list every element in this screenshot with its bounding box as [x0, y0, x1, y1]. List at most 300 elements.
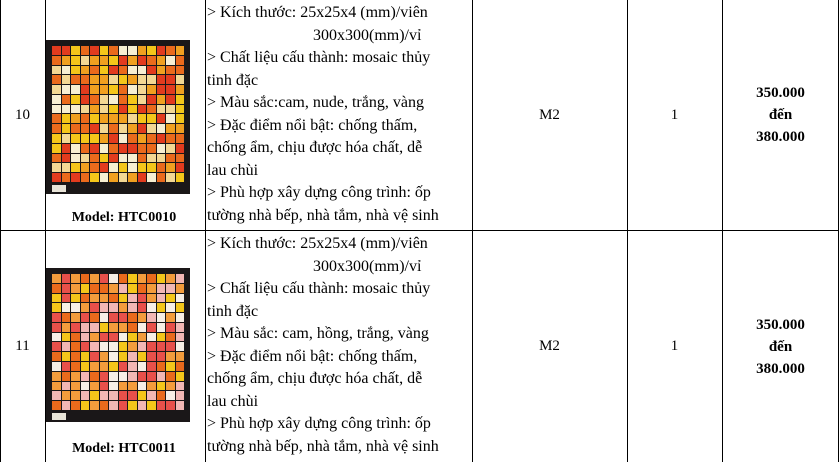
- mosaic-chip: [147, 95, 156, 104]
- mosaic-chip: [90, 154, 99, 163]
- mosaic-chip: [62, 134, 71, 143]
- mosaic-chip: [166, 144, 175, 153]
- mosaic-chip: [128, 401, 137, 410]
- mosaic-tile-image: [46, 40, 190, 194]
- mosaic-chip: [128, 66, 137, 75]
- column-divider: [205, 0, 206, 462]
- mosaic-chip: [157, 401, 166, 410]
- mosaic-chip: [119, 294, 128, 303]
- mosaic-chip: [62, 105, 71, 114]
- mosaic-chip: [147, 401, 156, 410]
- mosaic-chip: [147, 105, 156, 114]
- mosaic-chip: [62, 85, 71, 94]
- column-divider: [722, 0, 723, 462]
- mosaic-chip: [71, 362, 80, 371]
- mosaic-chip: [166, 66, 175, 75]
- mosaic-chip: [90, 284, 99, 293]
- mosaic-chip: [90, 105, 99, 114]
- mosaic-chip: [100, 303, 109, 312]
- mosaic-chip: [109, 46, 118, 55]
- mosaic-chip: [62, 352, 71, 361]
- mosaic-chip: [71, 333, 80, 342]
- mosaic-chip: [100, 294, 109, 303]
- mosaic-chip: [147, 124, 156, 133]
- mosaic-chip: [128, 114, 137, 123]
- mosaic-chip: [52, 46, 61, 55]
- mosaic-chip: [166, 342, 175, 351]
- row-number: 10: [15, 106, 30, 123]
- mosaic-chip: [147, 294, 156, 303]
- mosaic-chip: [109, 85, 118, 94]
- product-description: > Kích thước: 25x25x4 (mm)/viên 300x300(mm)/vỉ > Chất liệu cấu thành: mosaic thủy tinh đặc > Màu sắc:cam, nude, trắng, vàng > Đặc điểm nổi bật: chống thấm, chống ẩm, chịu được hóa chất, dễ lau chùi > Phù hợp xây dựng công trình: ốp tường nhà bếp, nhà tắm, nhà vệ sinh: [207, 4, 439, 224]
- mosaic-chip: [166, 124, 175, 133]
- mosaic-chip: [81, 382, 90, 391]
- mosaic-chip: [147, 323, 156, 332]
- mosaic-tile-image: [46, 268, 190, 422]
- mosaic-chip: [109, 323, 118, 332]
- mosaic-chip: [109, 352, 118, 361]
- mosaic-chip: [52, 154, 61, 163]
- mosaic-chip: [109, 372, 118, 381]
- model-label: Model: HTC0011: [72, 441, 176, 456]
- mosaic-chip: [90, 46, 99, 55]
- mosaic-chip: [52, 303, 61, 312]
- mosaic-chip: [71, 401, 80, 410]
- mosaic-chip: [119, 274, 128, 283]
- mosaic-chip: [71, 105, 80, 114]
- column-divider: [627, 0, 628, 462]
- mosaic-chip: [157, 391, 166, 400]
- mosaic-chip: [166, 333, 175, 342]
- mosaic-chip: [100, 333, 109, 342]
- mosaic-chip: [157, 382, 166, 391]
- mosaic-chip: [176, 362, 185, 371]
- mosaic-chip: [71, 134, 80, 143]
- mosaic-chip: [81, 163, 90, 172]
- mosaic-chip: [176, 105, 185, 114]
- mosaic-chip: [109, 105, 118, 114]
- price-cell: 350.000 đến 380.000: [756, 316, 805, 377]
- mosaic-chip: [52, 333, 61, 342]
- mosaic-chip: [100, 144, 109, 153]
- mosaic-chip: [176, 154, 185, 163]
- mosaic-chip: [176, 274, 185, 283]
- mosaic-chip: [90, 163, 99, 172]
- mosaic-chip: [147, 274, 156, 283]
- mosaic-chip: [109, 154, 118, 163]
- mosaic-chip: [52, 391, 61, 400]
- mosaic-chip: [90, 124, 99, 133]
- mosaic-chip: [71, 75, 80, 84]
- mosaic-chip: [157, 75, 166, 84]
- mosaic-chip: [90, 342, 99, 351]
- mosaic-chip: [52, 66, 61, 75]
- mosaic-chip: [157, 352, 166, 361]
- mosaic-chip: [71, 95, 80, 104]
- mosaic-chip: [90, 144, 99, 153]
- mosaic-chip: [52, 163, 61, 172]
- mosaic-chip: [109, 114, 118, 123]
- mosaic-chip: [157, 313, 166, 322]
- mosaic-chip: [147, 46, 156, 55]
- mosaic-chip: [147, 173, 156, 182]
- mosaic-chip: [138, 303, 147, 312]
- mosaic-chip: [128, 352, 137, 361]
- mosaic-chip: [166, 75, 175, 84]
- mosaic-chip: [62, 274, 71, 283]
- row-divider: [0, 230, 839, 231]
- price-cell: 350.000 đến 380.000: [756, 85, 805, 145]
- mosaic-chip: [166, 362, 175, 371]
- mosaic-chip: [71, 163, 80, 172]
- mosaic-chip: [176, 333, 185, 342]
- mosaic-chip: [109, 134, 118, 143]
- mosaic-chip: [128, 173, 137, 182]
- mosaic-chip: [71, 124, 80, 133]
- mosaic-chip: [128, 105, 137, 114]
- mosaic-chip: [128, 134, 137, 143]
- mosaic-chip: [176, 114, 185, 123]
- mosaic-chip: [119, 56, 128, 65]
- mosaic-chip: [100, 173, 109, 182]
- mosaic-chip: [100, 342, 109, 351]
- mosaic-chip: [119, 342, 128, 351]
- mosaic-chip: [176, 95, 185, 104]
- mosaic-chip: [176, 85, 185, 94]
- mosaic-chip: [119, 401, 128, 410]
- mosaic-chip: [90, 134, 99, 143]
- mosaic-chip: [52, 134, 61, 143]
- mosaic-chip: [147, 313, 156, 322]
- mosaic-chip: [176, 352, 185, 361]
- mosaic-chip: [81, 401, 90, 410]
- mosaic-chip: [71, 313, 80, 322]
- mosaic-chip: [138, 124, 147, 133]
- mosaic-chip: [166, 294, 175, 303]
- mosaic-chip: [166, 154, 175, 163]
- mosaic-chip: [62, 284, 71, 293]
- mosaic-chip: [62, 313, 71, 322]
- mosaic-chip: [147, 75, 156, 84]
- mosaic-chip: [176, 173, 185, 182]
- mosaic-chip: [147, 342, 156, 351]
- mosaic-chip: [128, 372, 137, 381]
- mosaic-chip: [138, 294, 147, 303]
- mosaic-chip: [119, 66, 128, 75]
- mosaic-chip: [157, 144, 166, 153]
- mosaic-chip: [90, 173, 99, 182]
- mosaic-chip: [81, 303, 90, 312]
- mosaic-chip: [109, 342, 118, 351]
- table-row: [0, 0, 839, 230]
- mosaic-chip: [166, 303, 175, 312]
- mosaic-chip: [138, 154, 147, 163]
- mosaic-chip: [81, 372, 90, 381]
- mosaic-chip: [109, 66, 118, 75]
- mosaic-chip: [100, 154, 109, 163]
- mosaic-chip: [157, 134, 166, 143]
- mosaic-chip: [71, 323, 80, 332]
- mosaic-chip: [62, 95, 71, 104]
- mosaic-chip: [62, 46, 71, 55]
- label-sticker: [52, 185, 66, 192]
- mosaic-chip: [100, 362, 109, 371]
- mosaic-chip: [176, 313, 185, 322]
- mosaic-chip: [52, 382, 61, 391]
- mosaic-chip: [119, 85, 128, 94]
- mosaic-chip: [100, 323, 109, 332]
- mosaic-chip: [119, 163, 128, 172]
- mosaic-chip: [81, 154, 90, 163]
- mosaic-chip: [52, 274, 61, 283]
- mosaic-chip: [128, 323, 137, 332]
- mosaic-chip: [157, 56, 166, 65]
- mosaic-chip: [147, 144, 156, 153]
- mosaic-chip: [100, 95, 109, 104]
- mosaic-chip: [157, 303, 166, 312]
- mosaic-chip: [62, 144, 71, 153]
- mosaic-chip: [81, 75, 90, 84]
- mosaic-chip: [147, 362, 156, 371]
- mosaic-chip: [138, 382, 147, 391]
- mosaic-chip: [119, 134, 128, 143]
- mosaic-chip: [128, 163, 137, 172]
- mosaic-chip: [81, 323, 90, 332]
- mosaic-chip: [100, 66, 109, 75]
- mosaic-chip: [157, 95, 166, 104]
- mosaic-chip: [109, 401, 118, 410]
- mosaic-chip: [90, 66, 99, 75]
- label-sticker: [52, 413, 66, 420]
- mosaic-chip: [52, 294, 61, 303]
- mosaic-chip: [100, 56, 109, 65]
- mosaic-chip: [52, 173, 61, 182]
- mosaic-chip: [138, 323, 147, 332]
- mosaic-chip: [147, 114, 156, 123]
- mosaic-chip: [81, 95, 90, 104]
- mosaic-chip: [71, 352, 80, 361]
- mosaic-chip: [147, 154, 156, 163]
- mosaic-chip: [100, 274, 109, 283]
- mosaic-chip: [71, 85, 80, 94]
- mosaic-chip: [138, 46, 147, 55]
- mosaic-chip: [100, 134, 109, 143]
- mosaic-chip: [71, 372, 80, 381]
- mosaic-chip: [90, 323, 99, 332]
- mosaic-chip: [81, 134, 90, 143]
- mosaic-chip: [71, 66, 80, 75]
- table-row: [0, 231, 839, 462]
- mosaic-chip: [100, 124, 109, 133]
- mosaic-chip: [109, 333, 118, 342]
- mosaic-chip: [138, 342, 147, 351]
- mosaic-chip: [81, 333, 90, 342]
- mosaic-chip: [128, 303, 137, 312]
- mosaic-chip: [81, 85, 90, 94]
- mosaic-chip: [157, 323, 166, 332]
- mosaic-chip: [109, 144, 118, 153]
- mosaic-chip: [138, 85, 147, 94]
- mosaic-chip: [138, 284, 147, 293]
- mosaic-chip: [166, 56, 175, 65]
- mosaic-chip: [119, 46, 128, 55]
- mosaic-chip: [62, 114, 71, 123]
- mosaic-chip: [109, 173, 118, 182]
- mosaic-chip: [71, 391, 80, 400]
- mosaic-chip: [62, 362, 71, 371]
- mosaic-chip: [62, 303, 71, 312]
- mosaic-chip: [119, 173, 128, 182]
- mosaic-chip: [71, 342, 80, 351]
- mosaic-chip: [90, 114, 99, 123]
- mosaic-chip: [119, 75, 128, 84]
- mosaic-chip: [138, 66, 147, 75]
- mosaic-chip: [128, 294, 137, 303]
- mosaic-chip: [109, 124, 118, 133]
- mosaic-chip: [138, 144, 147, 153]
- mosaic-chip: [147, 352, 156, 361]
- mosaic-chip: [128, 313, 137, 322]
- mosaic-chip: [176, 303, 185, 312]
- mosaic-chip: [71, 46, 80, 55]
- mosaic-chip: [119, 362, 128, 371]
- mosaic-chip: [81, 173, 90, 182]
- mosaic-chip: [138, 163, 147, 172]
- mosaic-chip: [100, 352, 109, 361]
- mosaic-chip: [81, 66, 90, 75]
- mosaic-chip: [176, 144, 185, 153]
- mosaic-chip: [157, 372, 166, 381]
- mosaic-chip: [109, 294, 118, 303]
- mosaic-chip: [71, 274, 80, 283]
- row-number: 11: [15, 338, 30, 354]
- mosaic-chip: [71, 303, 80, 312]
- mosaic-chip: [176, 46, 185, 55]
- mosaic-chip: [138, 352, 147, 361]
- mosaic-chip: [109, 163, 118, 172]
- mosaic-chip: [157, 124, 166, 133]
- mosaic-chip: [71, 56, 80, 65]
- mosaic-chip: [128, 382, 137, 391]
- mosaic-chip: [128, 85, 137, 94]
- mosaic-chip: [119, 154, 128, 163]
- mosaic-chip: [147, 391, 156, 400]
- mosaic-chip: [90, 352, 99, 361]
- unit-cell: M2: [539, 106, 560, 123]
- mosaic-chip: [81, 284, 90, 293]
- mosaic-chip: [157, 284, 166, 293]
- mosaic-chip: [147, 333, 156, 342]
- mosaic-chip: [176, 56, 185, 65]
- mosaic-chip: [176, 372, 185, 381]
- mosaic-chip: [62, 154, 71, 163]
- mosaic-chip: [90, 313, 99, 322]
- mosaic-chip: [52, 85, 61, 94]
- column-divider: [472, 0, 473, 462]
- column-divider: [0, 0, 1, 462]
- mosaic-chip: [157, 154, 166, 163]
- mosaic-chip: [147, 163, 156, 172]
- mosaic-chip: [166, 391, 175, 400]
- mosaic-chip: [62, 333, 71, 342]
- mosaic-chip: [71, 173, 80, 182]
- mosaic-chip: [71, 382, 80, 391]
- mosaic-chip: [62, 342, 71, 351]
- mosaic-chip: [90, 333, 99, 342]
- mosaic-chip: [166, 114, 175, 123]
- mosaic-chip: [100, 382, 109, 391]
- mosaic-chip: [81, 362, 90, 371]
- mosaic-chip: [166, 352, 175, 361]
- mosaic-chip: [52, 362, 61, 371]
- mosaic-chip: [62, 382, 71, 391]
- mosaic-chip: [166, 323, 175, 332]
- mosaic-chip: [90, 75, 99, 84]
- mosaic-chip: [176, 391, 185, 400]
- mosaic-chip: [176, 75, 185, 84]
- mosaic-chip: [138, 362, 147, 371]
- model-label: Model: HTC0010: [71, 210, 177, 225]
- mosaic-chip: [62, 323, 71, 332]
- mosaic-chip: [90, 56, 99, 65]
- mosaic-chip: [128, 284, 137, 293]
- mosaic-chip: [138, 75, 147, 84]
- mosaic-chip: [157, 362, 166, 371]
- mosaic-chip: [166, 134, 175, 143]
- mosaic-chip: [119, 144, 128, 153]
- mosaic-chip: [62, 56, 71, 65]
- mosaic-chip: [138, 274, 147, 283]
- mosaic-chip: [81, 294, 90, 303]
- mosaic-chip: [166, 85, 175, 94]
- mosaic-chip: [81, 391, 90, 400]
- mosaic-chip: [62, 294, 71, 303]
- mosaic-chip: [119, 114, 128, 123]
- mosaic-chip: [62, 163, 71, 172]
- mosaic-chip: [100, 284, 109, 293]
- mosaic-chip: [52, 352, 61, 361]
- mosaic-chip: [128, 56, 137, 65]
- column-divider: [45, 0, 46, 462]
- mosaic-chip: [176, 284, 185, 293]
- mosaic-chip: [109, 95, 118, 104]
- mosaic-chip: [62, 173, 71, 182]
- mosaic-chip: [100, 372, 109, 381]
- mosaic-chip: [166, 401, 175, 410]
- mosaic-chip: [157, 114, 166, 123]
- mosaic-chip: [52, 124, 61, 133]
- mosaic-chip: [52, 401, 61, 410]
- mosaic-chip: [157, 66, 166, 75]
- mosaic-chip: [109, 303, 118, 312]
- mosaic-chip: [52, 114, 61, 123]
- mosaic-chip: [128, 333, 137, 342]
- mosaic-chip: [52, 105, 61, 114]
- mosaic-chip: [147, 85, 156, 94]
- mosaic-chip: [128, 46, 137, 55]
- mosaic-chip: [119, 391, 128, 400]
- mosaic-chip: [166, 46, 175, 55]
- mosaic-chip: [147, 372, 156, 381]
- mosaic-chip: [138, 95, 147, 104]
- mosaic-chip: [81, 342, 90, 351]
- mosaic-chip: [128, 391, 137, 400]
- mosaic-chip: [128, 75, 137, 84]
- mosaic-chip: [157, 294, 166, 303]
- mosaic-chip: [147, 284, 156, 293]
- mosaic-chip: [166, 95, 175, 104]
- mosaic-chip: [119, 105, 128, 114]
